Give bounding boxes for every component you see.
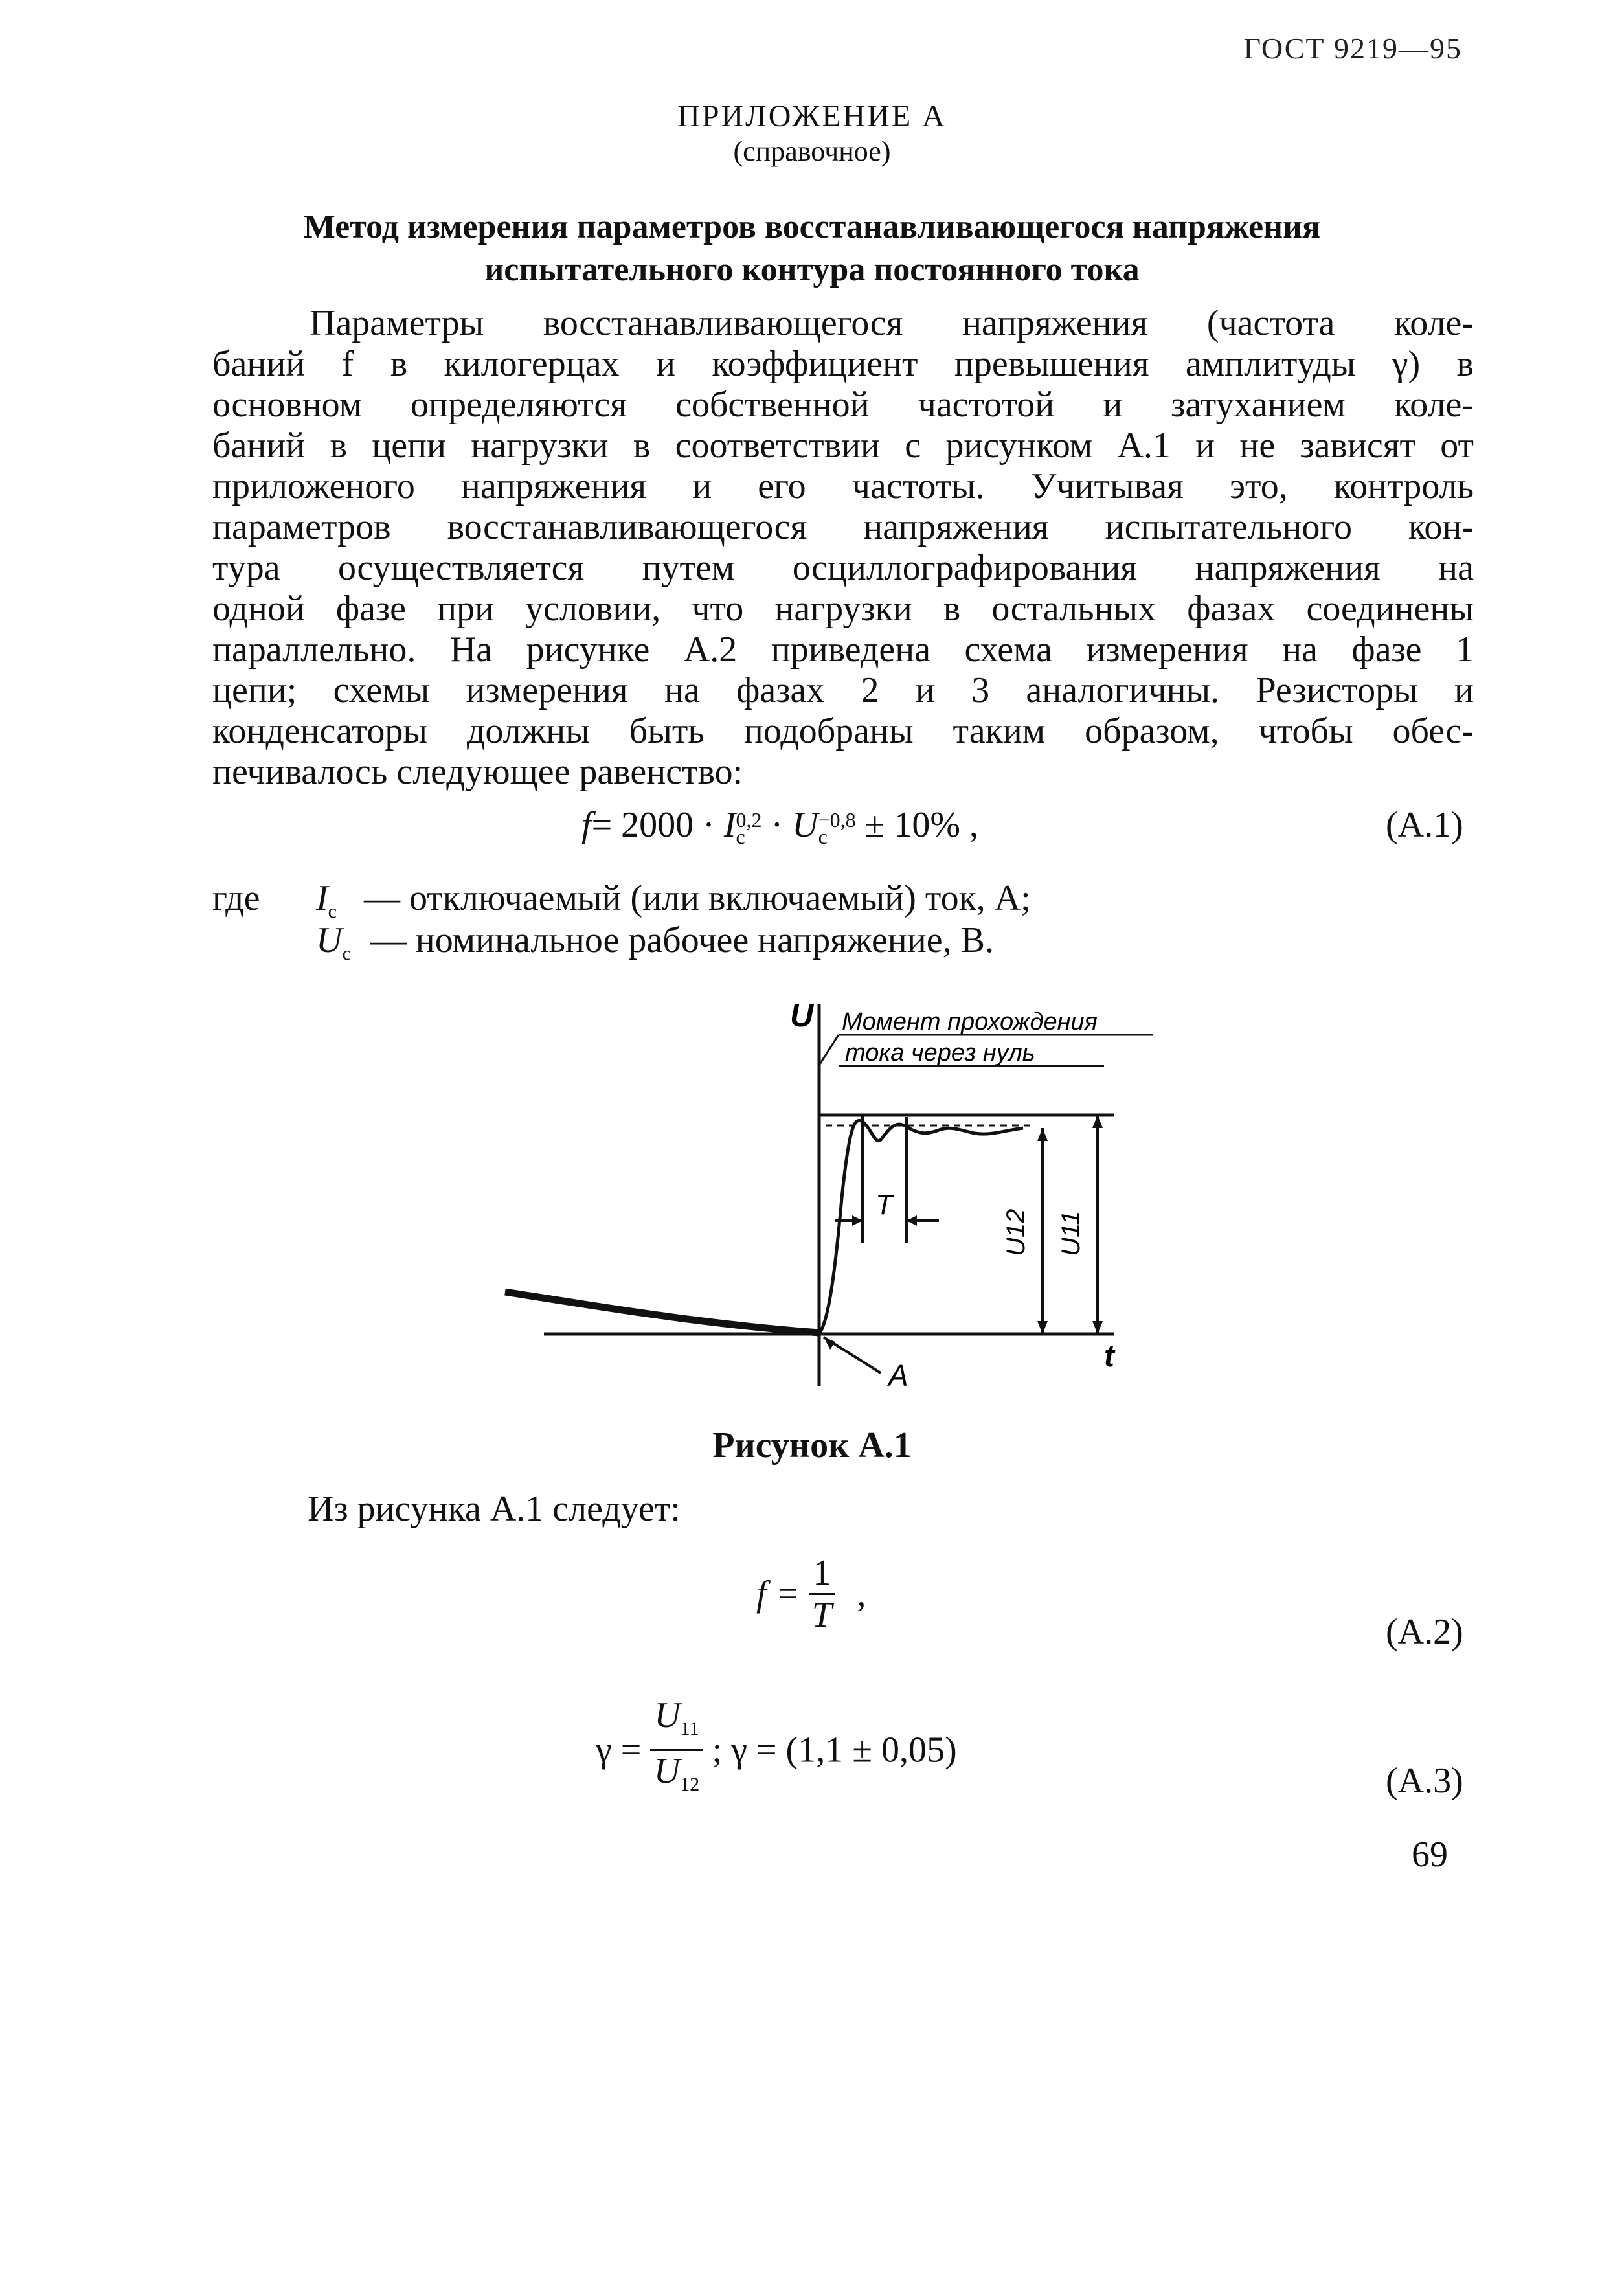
legend-subscript: c — [328, 901, 337, 923]
denominator-symbol: U — [653, 1751, 681, 1792]
paragraph-line: конденсаторы должны быть подобраны таким образом, чтобы обес- — [212, 711, 1474, 751]
annotation-line-2: тока через нуль — [845, 1039, 1035, 1067]
annotation-line-1: Момент прохождения — [842, 1008, 1098, 1035]
formula-current-symbol: I — [723, 805, 736, 845]
section-title-line-1: Метод измерения параметров восстанавливающегося напряжения — [303, 209, 1321, 245]
formula-number-a2: (А.2) — [1386, 1612, 1463, 1652]
denominator-subscript: 12 — [680, 1774, 700, 1796]
figure-a1 — [492, 984, 1179, 1399]
body-paragraph — [212, 303, 1474, 793]
period-label: T — [875, 1189, 893, 1221]
fraction-one-over-t — [809, 1553, 835, 1635]
appendix-title: ПРИЛОЖЕНИЕ А — [677, 99, 947, 133]
formula-gamma-lhs: γ = — [596, 1730, 642, 1770]
legend-subscript: c — [342, 943, 351, 965]
annotation-leader — [819, 1035, 839, 1065]
formula-current-exponent: 0,2 — [736, 808, 762, 832]
period-arrowhead-right — [907, 1215, 917, 1226]
document-code: ГОСТ 9219—95 — [1243, 32, 1462, 65]
section-title-line-2: испытательного контура постоянного тока — [484, 251, 1140, 288]
point-a-arrowhead — [824, 1337, 835, 1350]
paragraph-line: приложеного напряжения и его частоты. Учитывая это, контроль — [212, 466, 1474, 506]
paragraph-line: Параметры восстанавливающегося напряжения (частота коле- — [310, 303, 1474, 343]
legend-item — [316, 920, 994, 965]
u12-arrowhead-bottom — [1037, 1321, 1048, 1334]
paragraph-line: баний в цепи нагрузки в соответствии с рисунком А.1 и не зависят от — [212, 425, 1474, 466]
formula-gamma-range: ; γ = (1,1 ± 0,05) — [712, 1730, 957, 1770]
fraction-u11-over-u12 — [650, 1695, 703, 1805]
legend-item — [316, 877, 1031, 923]
formula-a3 — [596, 1695, 957, 1805]
paragraph-line: параметров восстанавливающегося напряжения испытательного кон- — [212, 507, 1474, 547]
u11-arrowhead-bottom — [1092, 1321, 1103, 1334]
fraction-numerator — [650, 1695, 703, 1751]
paragraph-line: цепи; схемы измерения на фазах 2 и 3 аналогичны. Резисторы и — [212, 670, 1474, 710]
recovery-voltage-curve — [819, 1120, 1023, 1334]
formula-a1 — [581, 804, 978, 849]
formula-current-subscript: c — [736, 825, 745, 849]
numerator-subscript: 11 — [680, 1718, 699, 1740]
point-a-label: A — [888, 1359, 908, 1392]
fraction-numerator: 1 — [809, 1553, 835, 1595]
formula-number-a1: (А.1) — [1386, 805, 1463, 845]
formula-coefficient: = 2000 · — [591, 805, 724, 845]
formula-a2-comma: , — [857, 1574, 866, 1614]
figure-caption: Рисунок А.1 — [712, 1425, 912, 1465]
formula-number-a3: (А.3) — [1386, 1761, 1463, 1801]
u11-label: U11 — [1057, 1210, 1085, 1256]
formula-dot: · — [761, 805, 793, 845]
formula-tolerance: ± 10% , — [855, 805, 978, 845]
numerator-symbol: U — [654, 1695, 681, 1736]
pre-zero-curve — [505, 1292, 819, 1333]
fraction-denominator — [650, 1751, 703, 1805]
formula-a2 — [756, 1553, 866, 1635]
paragraph-line: тура осуществляется путем осциллографирования напряжения на — [212, 548, 1474, 588]
paragraph-line: баний f в килогерцах и коэффициент превышения амплитуды γ) в — [212, 344, 1474, 384]
formula-voltage-subscript: c — [818, 825, 828, 849]
appendix-subtitle: (справочное) — [733, 135, 891, 167]
formula-f-lhs: f = — [756, 1574, 800, 1614]
page-number: 69 — [1412, 1835, 1448, 1875]
legend-where: где — [212, 878, 260, 918]
legend-text: — номинальное рабочее напряжение, В. — [370, 920, 994, 960]
formula-voltage-symbol: U — [792, 805, 818, 845]
legend-symbol: I — [316, 878, 328, 918]
u12-arrowhead-top — [1037, 1128, 1048, 1141]
legend-symbol: U — [316, 920, 343, 960]
x-axis-label: t — [1104, 1339, 1114, 1374]
paragraph-line: печивалось следующее равенство: — [212, 752, 743, 792]
u12-label: U12 — [1002, 1208, 1030, 1256]
derivation-intro: Из рисунка А.1 следует: — [308, 1489, 681, 1529]
period-arrowhead-left — [852, 1215, 863, 1226]
paragraph-line: одной фазе при условии, что нагрузки в остальных фазах соединены — [212, 589, 1474, 629]
y-axis-label: U — [790, 997, 814, 1034]
fraction-denominator: T — [811, 1595, 832, 1635]
legend-text: — отключаемый (или включаемый) ток, А; — [363, 878, 1031, 918]
formula-voltage-exponent: −0,8 — [818, 808, 856, 832]
section-title — [0, 206, 1624, 291]
paragraph-line: параллельно. На рисунке А.2 приведена схема измерения на фазе 1 — [212, 629, 1474, 670]
u11-arrowhead-top — [1092, 1115, 1103, 1128]
formula-f-symbol: f — [581, 805, 592, 845]
paragraph-line: основном определяются собственной частотой и затуханием коле- — [212, 385, 1474, 425]
